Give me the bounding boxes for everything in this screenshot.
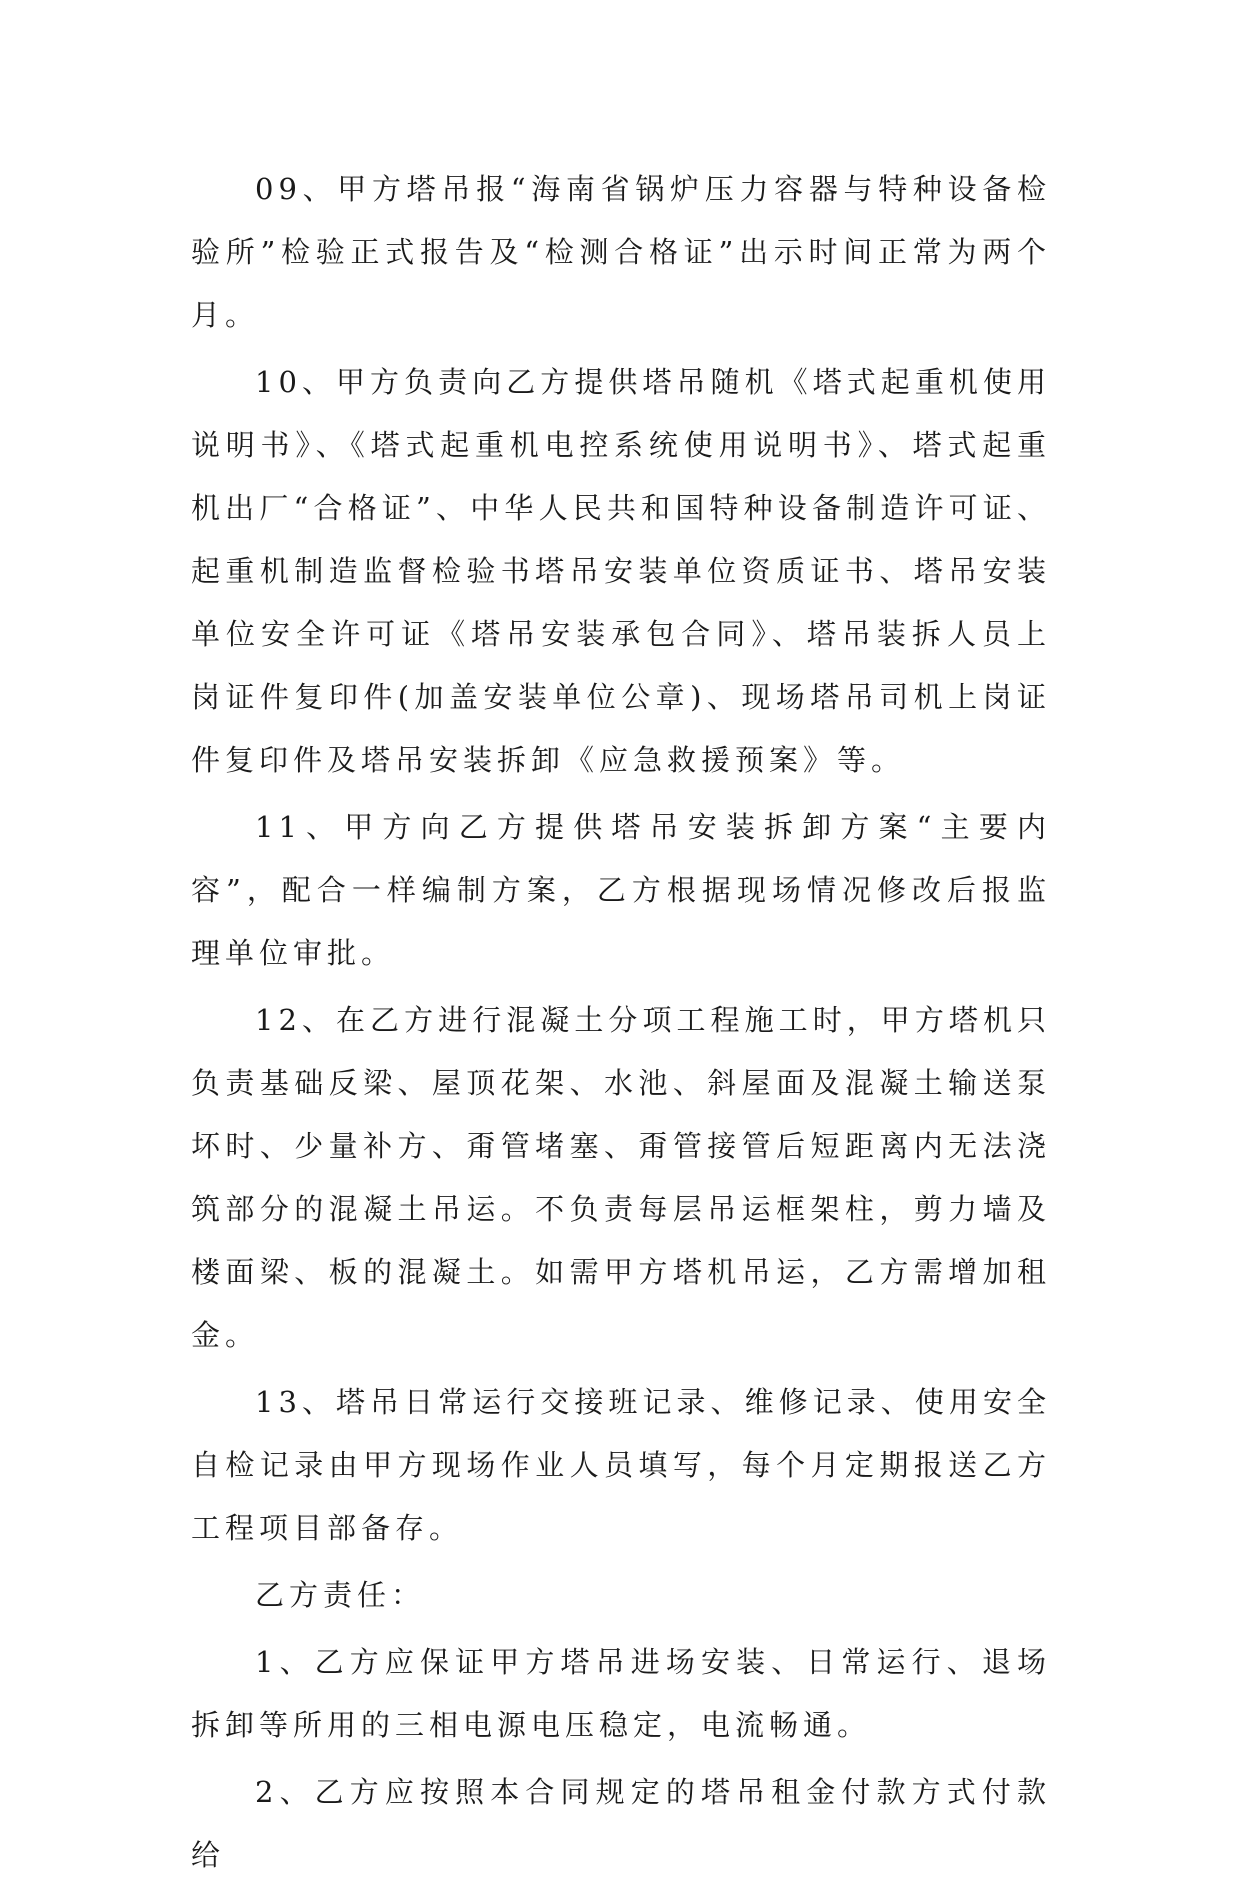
paragraph-party-b-item-2: 2、乙方应按照本合同规定的塔吊租金付款方式付款给	[191, 1775, 1051, 1872]
document-body	[191, 158, 1051, 1887]
paragraph-item-10: 10、甲方负责向乙方提供塔吊随机《塔式起重机使用说明书》、《塔式起重机电控系统使用说明书》、塔式起重机出厂“合格证”、中华人民共和国特种设备制造许可证、起重机制造监督检验书塔吊安装单位资质证书、塔吊安装单位安全许可证《塔吊安装承包合同》、塔吊装拆人员上岗证件复印件(加盖安装单位公章)、现场塔吊司机上岗证件复印件及塔吊安装拆卸《应急救援预案》等。	[191, 365, 1051, 777]
paragraph-item-13: 13、塔吊日常运行交接班记录、维修记录、使用安全自检记录由甲方现场作业人员填写，每个月定期报送乙方工程项目部备存。	[191, 1385, 1051, 1545]
paragraph-item-11: 11、甲方向乙方提供塔吊安装拆卸方案“主要内容”，配合一样编制方案，乙方根据现场情况修改后报监理单位审批。	[191, 810, 1051, 970]
paragraph-item-12: 12、在乙方进行混凝土分项工程施工时，甲方塔机只负责基础反梁、屋顶花架、水池、斜屋面及混凝土输送泵坏时、少量补方、甭管堵塞、甭管接管后短距离内无法浇筑部分的混凝土吊运。不负责每层吊运框架柱，剪力墙及楼面梁、板的混凝土。如需甲方塔机吊运，乙方需增加租金。	[191, 1003, 1051, 1352]
paragraph-item-09: 09、甲方塔吊报“海南省锅炉压力容器与特种设备检验所”检验正式报告及“检测合格证”出示时间正常为两个月。	[191, 172, 1051, 332]
section-heading-party-b-duties: 乙方责任：	[255, 1578, 426, 1612]
paragraph-party-b-item-1: 1、乙方应保证甲方塔吊进场安装、日常运行、退场拆卸等所用的三相电源电压稳定，电流畅通。	[191, 1645, 1051, 1742]
